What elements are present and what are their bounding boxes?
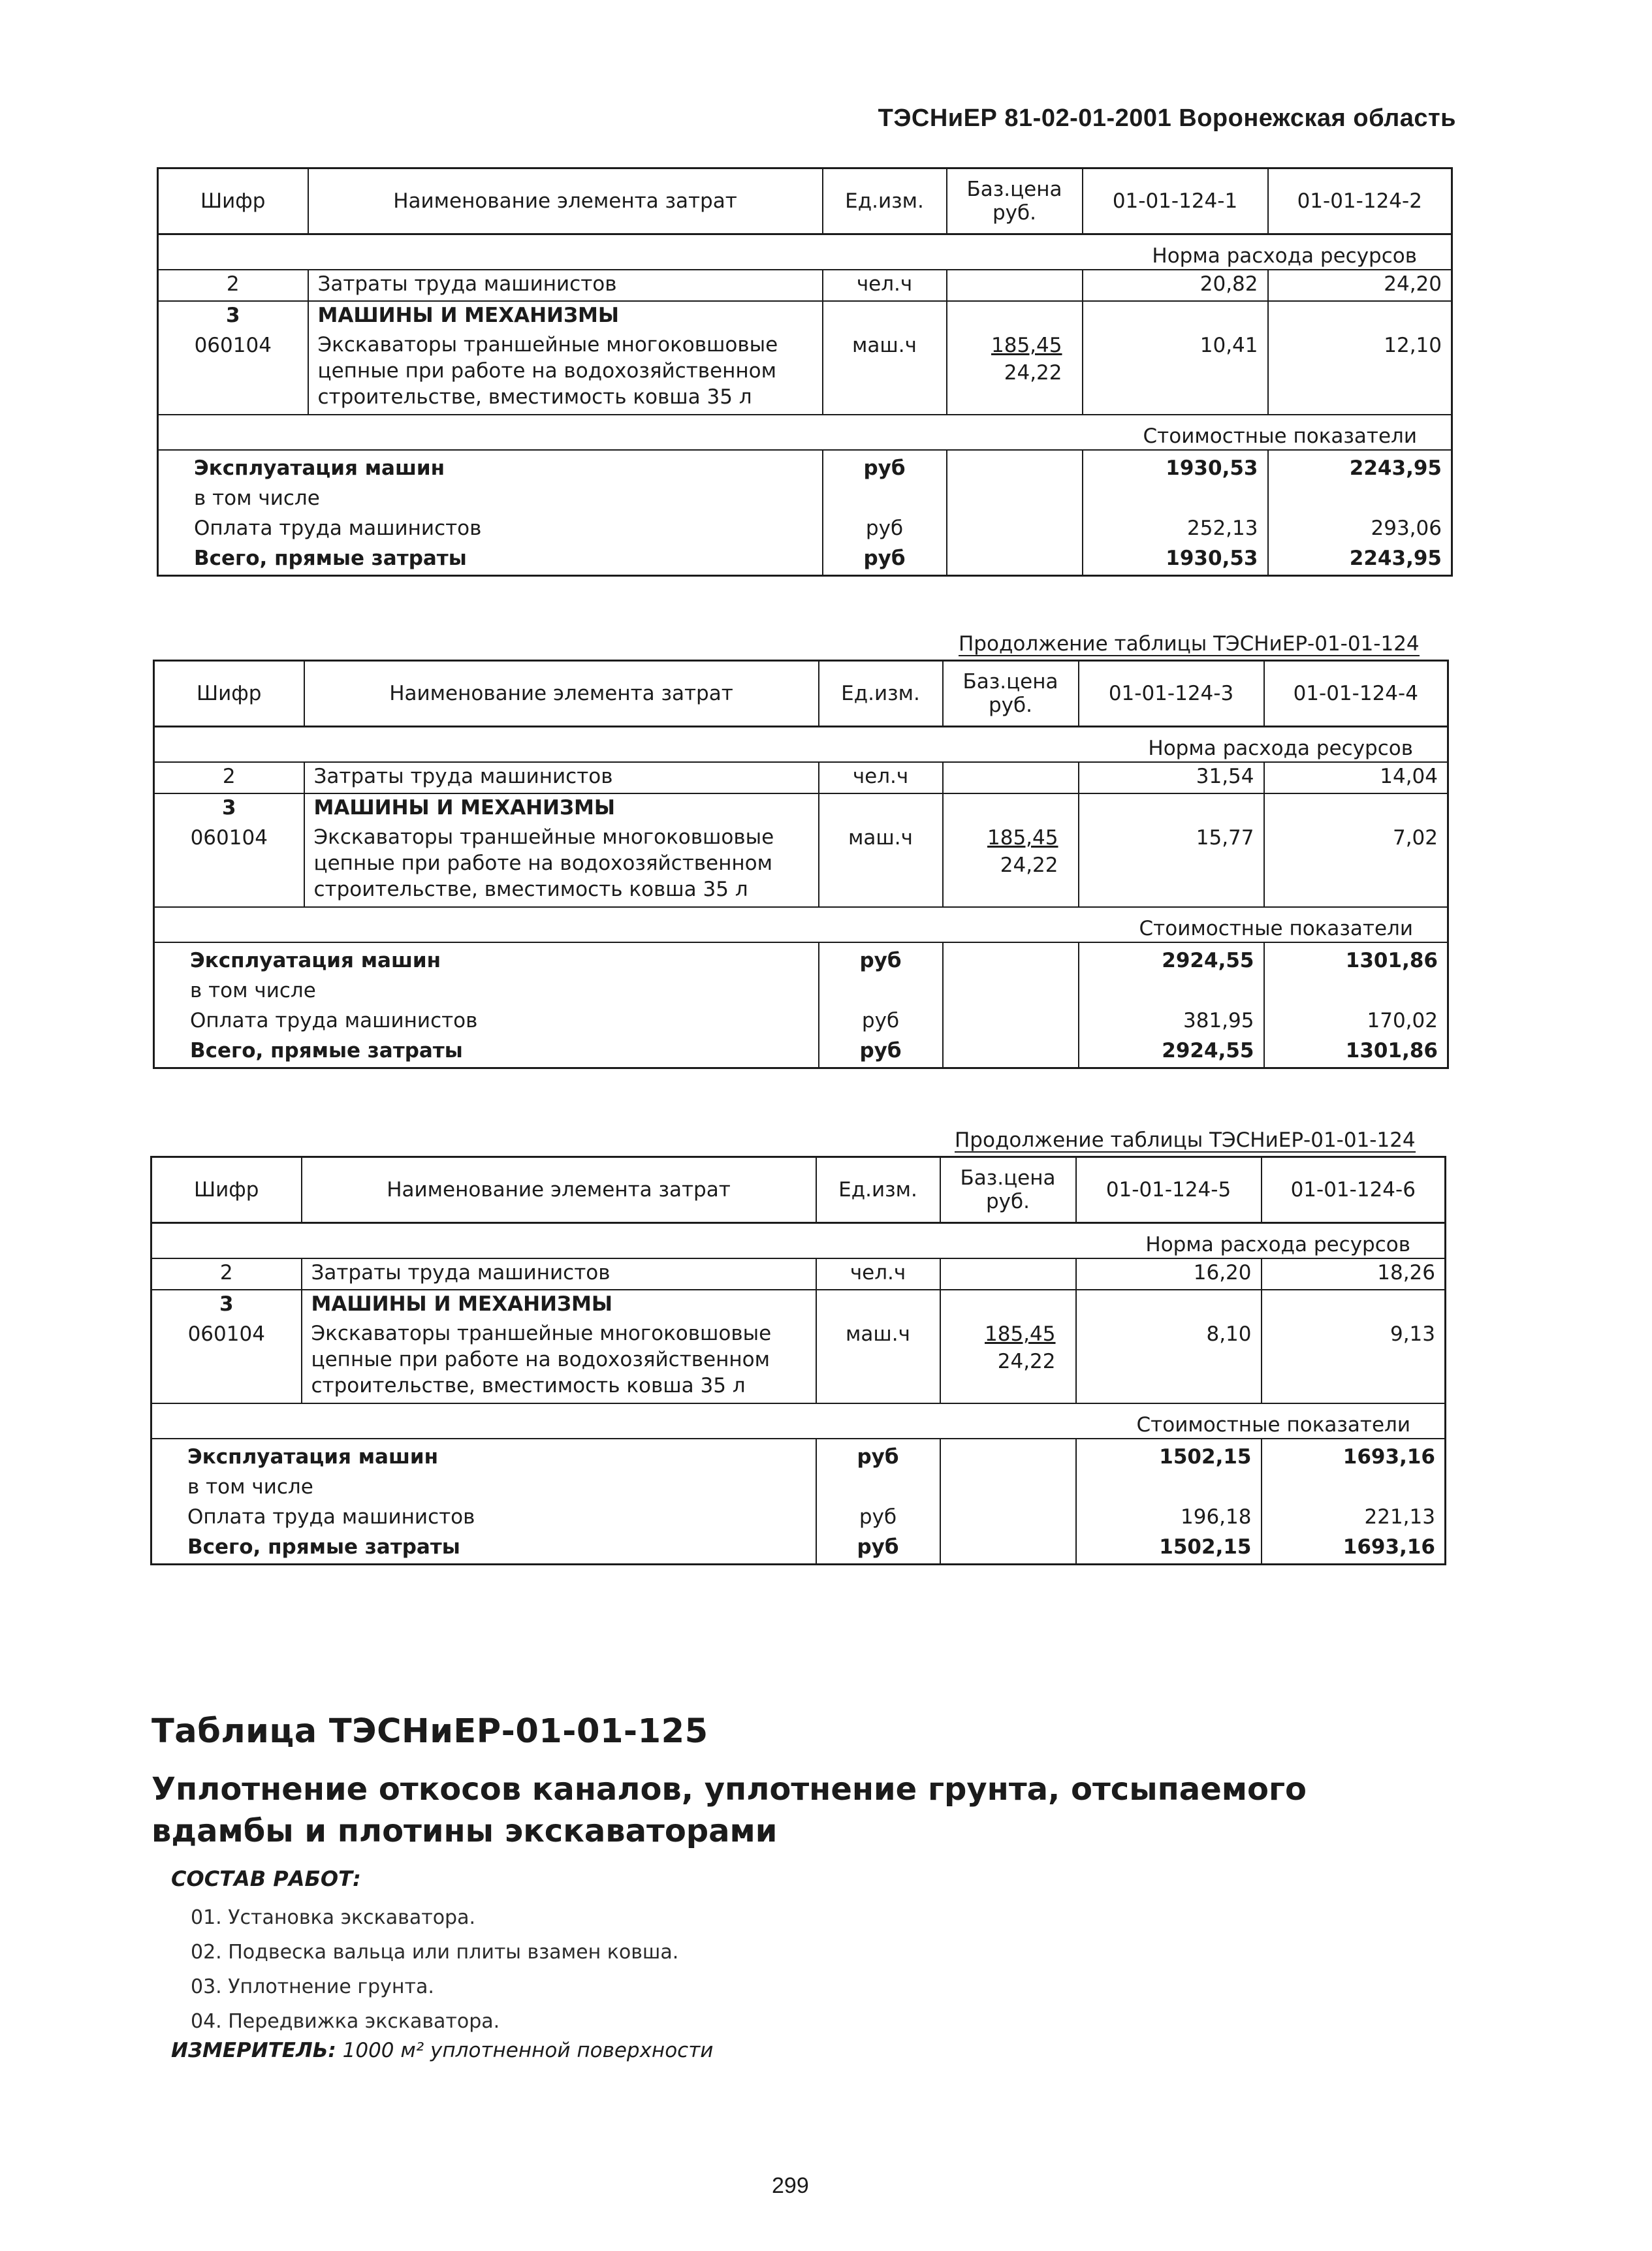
pay-label: Оплата труда машинистов bbox=[154, 1007, 819, 1037]
costs-band-label: Стоимостные показатели bbox=[151, 1403, 1446, 1439]
col-header-code: Шифр bbox=[151, 1157, 302, 1223]
pay-price bbox=[943, 1007, 1079, 1037]
col-header-code: Шифр bbox=[154, 661, 304, 727]
col-header-name: Наименование элемента затрат bbox=[308, 168, 823, 234]
labor-value-a: 20,82 bbox=[1083, 270, 1268, 301]
machines-group-unit bbox=[823, 301, 947, 332]
total-value-b: 2243,95 bbox=[1268, 545, 1452, 576]
machines-group-name: МАШИНЫ И МЕХАНИЗМЫ bbox=[302, 1290, 816, 1320]
incl-price bbox=[943, 977, 1079, 1007]
machines-group-unit bbox=[819, 793, 943, 824]
total-row bbox=[158, 545, 1452, 576]
works-item: 04. Передвижка экскаватора. bbox=[191, 2010, 500, 2033]
total-row bbox=[151, 1533, 1446, 1565]
expl-label: Эксплуатация машин bbox=[151, 1439, 816, 1473]
incl-unit bbox=[816, 1473, 940, 1503]
labor-name: Затраты труда машинистов bbox=[302, 1258, 816, 1290]
incl-row bbox=[158, 485, 1452, 515]
pay-price bbox=[947, 515, 1083, 545]
costs-band-label: Стоимостные показатели bbox=[154, 907, 1448, 942]
machine-name: Экскаваторы траншейные многоковшовые цепные при работе на водохозяйственном строительстве, вместимость ковша 35 л bbox=[304, 824, 819, 907]
machines-group-price bbox=[940, 1290, 1076, 1320]
labor-name: Затраты труда машинистов bbox=[308, 270, 823, 301]
measure-label: ИЗМЕРИТЕЛЬ: bbox=[171, 2039, 336, 2062]
costs-band-row bbox=[154, 907, 1448, 942]
machine-value-a: 8,10 bbox=[1076, 1320, 1262, 1403]
labor-value-b: 18,26 bbox=[1262, 1258, 1446, 1290]
total-price bbox=[943, 1037, 1079, 1068]
labor-row bbox=[158, 270, 1452, 301]
incl-price bbox=[940, 1473, 1076, 1503]
labor-price bbox=[943, 762, 1079, 793]
pay-value-b: 170,02 bbox=[1264, 1007, 1448, 1037]
machines-group-row bbox=[158, 301, 1452, 332]
labor-row bbox=[151, 1258, 1446, 1290]
table-header-row bbox=[154, 661, 1448, 727]
col-header-b: 01-01-124-2 bbox=[1268, 168, 1452, 234]
machines-group-b bbox=[1264, 793, 1448, 824]
labor-unit: чел.ч bbox=[816, 1258, 940, 1290]
machine-row bbox=[158, 332, 1452, 415]
expl-row bbox=[151, 1439, 1446, 1473]
col-header-b: 01-01-124-6 bbox=[1262, 1157, 1446, 1223]
labor-value-a: 31,54 bbox=[1079, 762, 1264, 793]
incl-row bbox=[151, 1473, 1446, 1503]
col-header-unit: Ед.изм. bbox=[819, 661, 943, 727]
expl-value-a: 1930,53 bbox=[1083, 450, 1268, 485]
works-item: 01. Установка экскаватора. bbox=[191, 1906, 476, 1929]
machines-group-code: 3 bbox=[151, 1290, 302, 1320]
total-value-b: 1693,16 bbox=[1262, 1533, 1446, 1565]
machine-unit: маш.ч bbox=[816, 1320, 940, 1403]
pay-value-a: 196,18 bbox=[1076, 1503, 1262, 1533]
labor-value-b: 14,04 bbox=[1264, 762, 1448, 793]
total-unit: руб bbox=[823, 545, 947, 576]
norms-band-row bbox=[154, 727, 1448, 763]
pay-price bbox=[940, 1503, 1076, 1533]
col-header-base-price: Баз.цена руб. bbox=[940, 1157, 1076, 1223]
costs-band-row bbox=[158, 415, 1452, 450]
labor-name: Затраты труда машинистов bbox=[304, 762, 819, 793]
labor-price bbox=[940, 1258, 1076, 1290]
incl-label: в том числе bbox=[151, 1473, 816, 1503]
measure-value: 1000 м² уплотненной поверхности bbox=[342, 2039, 714, 2062]
col-header-unit: Ед.изм. bbox=[816, 1157, 940, 1223]
total-value-a: 2924,55 bbox=[1079, 1037, 1264, 1068]
incl-a bbox=[1083, 485, 1268, 515]
document-header-title: ТЭСНиЕР 81-02-01-2001 Воронежская область bbox=[878, 104, 1456, 132]
norms-band-label: Норма расхода ресурсов bbox=[158, 234, 1452, 270]
machines-group-a bbox=[1083, 301, 1268, 332]
expl-label: Эксплуатация машин bbox=[154, 942, 819, 977]
labor-value-a: 16,20 bbox=[1076, 1258, 1262, 1290]
machines-group-b bbox=[1268, 301, 1452, 332]
expl-row bbox=[158, 450, 1452, 485]
total-unit: руб bbox=[819, 1037, 943, 1068]
pay-row bbox=[151, 1503, 1446, 1533]
works-item: 03. Уплотнение грунта. bbox=[191, 1975, 434, 1998]
norms-band-label: Норма расхода ресурсов bbox=[151, 1223, 1446, 1259]
costs-band-row bbox=[151, 1403, 1446, 1439]
machine-row bbox=[154, 824, 1448, 907]
incl-label: в том числе bbox=[154, 977, 819, 1007]
pay-row bbox=[154, 1007, 1448, 1037]
pay-value-a: 252,13 bbox=[1083, 515, 1268, 545]
labor-unit: чел.ч bbox=[819, 762, 943, 793]
expl-value-b: 1693,16 bbox=[1262, 1439, 1446, 1473]
machines-group-code: 3 bbox=[158, 301, 308, 332]
expl-unit: руб bbox=[816, 1439, 940, 1473]
expl-value-a: 1502,15 bbox=[1076, 1439, 1262, 1473]
pay-row bbox=[158, 515, 1452, 545]
col-header-a: 01-01-124-1 bbox=[1083, 168, 1268, 234]
resource-table-3 bbox=[150, 1156, 1446, 1565]
machines-group-row bbox=[154, 793, 1448, 824]
incl-b bbox=[1264, 977, 1448, 1007]
total-label: Всего, прямые затраты bbox=[158, 545, 823, 576]
expl-price bbox=[947, 450, 1083, 485]
incl-unit bbox=[823, 485, 947, 515]
labor-code: 2 bbox=[158, 270, 308, 301]
pay-value-b: 221,13 bbox=[1262, 1503, 1446, 1533]
expl-price bbox=[943, 942, 1079, 977]
section-table-title: Таблица ТЭСНиЕР-01-01-125 bbox=[151, 1712, 708, 1751]
total-price bbox=[940, 1533, 1076, 1565]
labor-row bbox=[154, 762, 1448, 793]
total-value-a: 1930,53 bbox=[1083, 545, 1268, 576]
measure-line bbox=[171, 2039, 713, 2062]
machine-name: Экскаваторы траншейные многоковшовые цепные при работе на водохозяйственном строительстве, вместимость ковша 35 л bbox=[308, 332, 823, 415]
machine-name: Экскаваторы траншейные многоковшовые цепные при работе на водохозяйственном строительстве, вместимость ковша 35 л bbox=[302, 1320, 816, 1403]
incl-a bbox=[1079, 977, 1264, 1007]
incl-unit bbox=[819, 977, 943, 1007]
expl-unit: руб bbox=[823, 450, 947, 485]
machine-price: 185,45 24,22 bbox=[943, 824, 1079, 907]
machine-price: 185,45 24,22 bbox=[947, 332, 1083, 415]
machines-group-price bbox=[947, 301, 1083, 332]
machines-group-a bbox=[1076, 1290, 1262, 1320]
machine-code: 060104 bbox=[158, 332, 308, 415]
machine-unit: маш.ч bbox=[823, 332, 947, 415]
machines-group-row bbox=[151, 1290, 1446, 1320]
total-label: Всего, прямые затраты bbox=[154, 1037, 819, 1068]
pay-unit: руб bbox=[819, 1007, 943, 1037]
machines-group-a bbox=[1079, 793, 1264, 824]
pay-value-b: 293,06 bbox=[1268, 515, 1452, 545]
machine-price: 185,45 24,22 bbox=[940, 1320, 1076, 1403]
norms-band-row bbox=[158, 234, 1452, 270]
norms-band-label: Норма расхода ресурсов bbox=[154, 727, 1448, 763]
expl-label: Эксплуатация машин bbox=[158, 450, 823, 485]
incl-a bbox=[1076, 1473, 1262, 1503]
col-header-name: Наименование элемента затрат bbox=[302, 1157, 816, 1223]
resource-table-2 bbox=[153, 660, 1449, 1069]
section-subtitle: Уплотнение откосов каналов, уплотнение грунта, отсыпаемого вдамбы и плотины экскаваторами bbox=[151, 1771, 1307, 1849]
total-unit: руб bbox=[816, 1533, 940, 1565]
pay-label: Оплата труда машинистов bbox=[158, 515, 823, 545]
total-label: Всего, прямые затраты bbox=[151, 1533, 816, 1565]
expl-price bbox=[940, 1439, 1076, 1473]
machine-value-b: 12,10 bbox=[1268, 332, 1452, 415]
machines-group-name: МАШИНЫ И МЕХАНИЗМЫ bbox=[304, 793, 819, 824]
works-item: 02. Подвеска вальца или плиты взамен ковша. bbox=[191, 1941, 679, 1964]
labor-code: 2 bbox=[151, 1258, 302, 1290]
costs-band-label: Стоимостные показатели bbox=[158, 415, 1452, 450]
labor-price bbox=[947, 270, 1083, 301]
expl-value-a: 2924,55 bbox=[1079, 942, 1264, 977]
machine-value-b: 7,02 bbox=[1264, 824, 1448, 907]
total-value-b: 1301,86 bbox=[1264, 1037, 1448, 1068]
total-row bbox=[154, 1037, 1448, 1068]
col-header-a: 01-01-124-3 bbox=[1079, 661, 1264, 727]
labor-value-b: 24,20 bbox=[1268, 270, 1452, 301]
pay-label: Оплата труда машинистов bbox=[151, 1503, 816, 1533]
col-header-b: 01-01-124-4 bbox=[1264, 661, 1448, 727]
page-number: 299 bbox=[772, 2173, 809, 2198]
machine-value-a: 10,41 bbox=[1083, 332, 1268, 415]
incl-label: в том числе bbox=[158, 485, 823, 515]
expl-row bbox=[154, 942, 1448, 977]
pay-unit: руб bbox=[823, 515, 947, 545]
pay-value-a: 381,95 bbox=[1079, 1007, 1264, 1037]
total-price bbox=[947, 545, 1083, 576]
col-header-unit: Ед.изм. bbox=[823, 168, 947, 234]
machine-row bbox=[151, 1320, 1446, 1403]
col-header-code: Шифр bbox=[158, 168, 308, 234]
continuation-caption-2: Продолжение таблицы ТЭСНиЕР-01-01-124 bbox=[955, 1128, 1416, 1152]
machine-value-b: 9,13 bbox=[1262, 1320, 1446, 1403]
total-value-a: 1502,15 bbox=[1076, 1533, 1262, 1565]
machines-group-b bbox=[1262, 1290, 1446, 1320]
col-header-base-price: Баз.цена руб. bbox=[947, 168, 1083, 234]
resource-table-1 bbox=[157, 167, 1453, 577]
table-header-row bbox=[158, 168, 1452, 234]
machine-unit: маш.ч bbox=[819, 824, 943, 907]
pay-unit: руб bbox=[816, 1503, 940, 1533]
col-header-name: Наименование элемента затрат bbox=[304, 661, 819, 727]
expl-value-b: 2243,95 bbox=[1268, 450, 1452, 485]
col-header-base-price: Баз.цена руб. bbox=[943, 661, 1079, 727]
labor-unit: чел.ч bbox=[823, 270, 947, 301]
labor-code: 2 bbox=[154, 762, 304, 793]
machines-group-code: 3 bbox=[154, 793, 304, 824]
incl-price bbox=[947, 485, 1083, 515]
continuation-caption-1: Продолжение таблицы ТЭСНиЕР-01-01-124 bbox=[959, 632, 1420, 656]
incl-row bbox=[154, 977, 1448, 1007]
machine-code: 060104 bbox=[151, 1320, 302, 1403]
expl-value-b: 1301,86 bbox=[1264, 942, 1448, 977]
expl-unit: руб bbox=[819, 942, 943, 977]
col-header-a: 01-01-124-5 bbox=[1076, 1157, 1262, 1223]
machine-value-a: 15,77 bbox=[1079, 824, 1264, 907]
incl-b bbox=[1262, 1473, 1446, 1503]
machines-group-unit bbox=[816, 1290, 940, 1320]
machines-group-name: МАШИНЫ И МЕХАНИЗМЫ bbox=[308, 301, 823, 332]
norms-band-row bbox=[151, 1223, 1446, 1259]
machines-group-price bbox=[943, 793, 1079, 824]
machine-code: 060104 bbox=[154, 824, 304, 907]
works-heading: СОСТАВ РАБОТ: bbox=[171, 1866, 361, 1891]
incl-b bbox=[1268, 485, 1452, 515]
table-header-row bbox=[151, 1157, 1446, 1223]
works-list bbox=[191, 1900, 678, 2039]
